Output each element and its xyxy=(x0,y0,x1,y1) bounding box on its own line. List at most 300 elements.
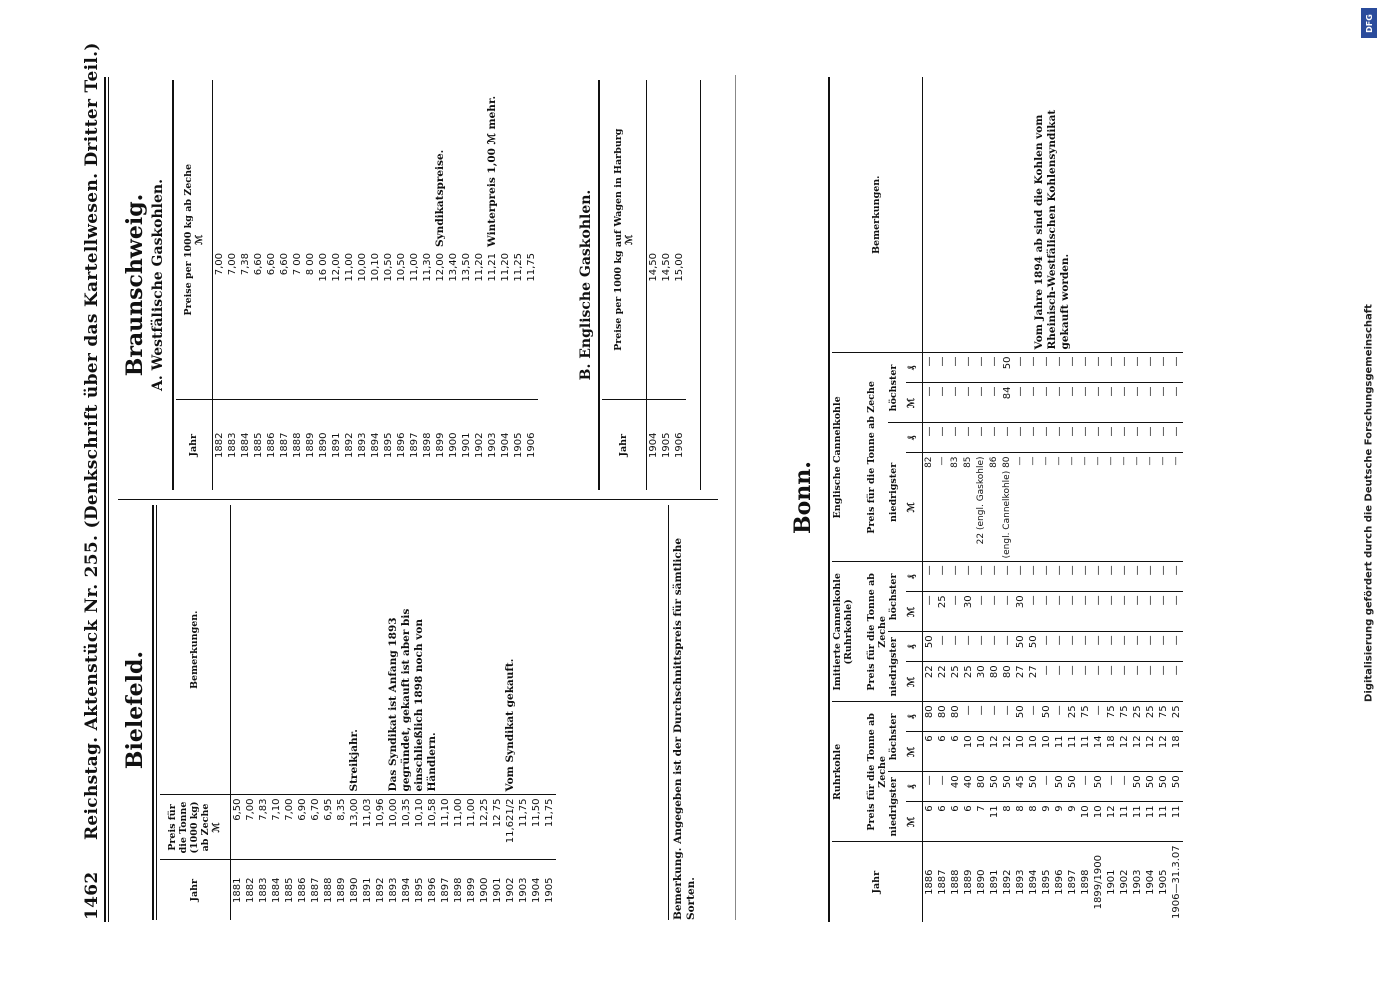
bonn-cell-r-lo-m: 6 xyxy=(962,802,975,842)
bonn-cell-e-lo-m: — xyxy=(1157,453,1170,562)
bonn-cell-e-lo-pf: — xyxy=(922,423,936,453)
bonn-cell-r-lo-pf: 80 xyxy=(975,772,988,802)
bonn-cell-r-hi-pf: 50 xyxy=(1040,702,1053,732)
table-row xyxy=(478,505,491,920)
bonn-cell-i-lo-m: — xyxy=(1092,662,1105,702)
bonn-col-year: Jahr xyxy=(832,842,922,922)
bonn-cell-i-hi-pf: — xyxy=(1144,562,1157,592)
table-row xyxy=(252,80,265,490)
table-row xyxy=(447,80,460,490)
bonn-cell-i-lo-m: 22 xyxy=(922,662,936,702)
bonn-cell-i-hi-m: — xyxy=(922,592,936,632)
table-row xyxy=(283,505,296,920)
bonn-cell-r-lo-m: 6 xyxy=(936,802,949,842)
braunschweig-a-note xyxy=(525,80,538,250)
table-row xyxy=(309,505,322,920)
braunschweig-a-year: 1892 xyxy=(343,432,355,458)
braunschweig-a-year: 1906 xyxy=(525,432,537,458)
bonn-cell-i-hi-pf: — xyxy=(962,562,975,592)
bielefeld-year: 1904 xyxy=(530,877,542,903)
bielefeld-year: 1887 xyxy=(309,877,321,903)
bielefeld-remark xyxy=(309,505,322,795)
bonn-cell-r-lo-m: 8 xyxy=(1001,802,1014,842)
bonn-cell-r-lo-pf: 50 xyxy=(1144,772,1157,802)
bonn-cell-e-hi-m: — xyxy=(1014,383,1027,423)
bonn-cell-r-hi-pf: — xyxy=(1092,702,1105,732)
bielefeld-year: 1900 xyxy=(478,877,490,903)
table-row xyxy=(230,505,244,920)
bonn-cell-e-hi-m: — xyxy=(962,383,975,423)
table-row xyxy=(426,505,439,920)
braunschweig-a-year: 1902 xyxy=(473,432,485,458)
bielefeld-price: 7,83 xyxy=(257,795,270,860)
bonn-cell-r-lo-pf: 50 xyxy=(1170,772,1183,802)
bonn-unit-pf: ₰ xyxy=(906,562,922,592)
bielefeld-price: 8,35 xyxy=(335,795,348,860)
bonn-cell-e-lo-m: (engl. Cannelkohle) 80 xyxy=(1001,453,1014,562)
bielefeld-year: 1883 xyxy=(257,877,269,903)
bonn-year: 1899/1900 xyxy=(1092,855,1104,910)
bonn-cell-i-lo-pf: — xyxy=(1040,632,1053,662)
bonn-cell-r-lo-m: 11 xyxy=(1170,802,1183,842)
braunschweig-a-note xyxy=(239,80,252,250)
bielefeld-year: 1905 xyxy=(543,877,555,903)
bonn-cell-r-hi-pf: — xyxy=(975,702,988,732)
bonn-cell-r-lo-pf: 50 xyxy=(988,772,1001,802)
bonn-cell-i-hi-m: — xyxy=(949,592,962,632)
braunschweig-a-price: 6,60 xyxy=(265,250,278,400)
braunschweig-a-price: 13,40 xyxy=(447,250,460,400)
table-row xyxy=(922,77,936,922)
funding-note: Digitalisierung gefördert durch die Deutsche Forschungsgemeinschaft xyxy=(1363,304,1375,702)
braunschweig-a-year: 1899 xyxy=(434,432,446,458)
braunschweig-title: Braunschweig. xyxy=(122,193,148,377)
bonn-cell-r-lo-pf: 50 xyxy=(1157,772,1170,802)
braunschweig-b-year: 1904 xyxy=(647,432,659,458)
bonn-cell-r-lo-m: 9 xyxy=(1066,802,1079,842)
bonn-group-english: Englische Cannelkohle xyxy=(832,353,866,562)
bonn-cell-r-lo-m: 8 xyxy=(1014,802,1027,842)
braunschweig-a-year: 1891 xyxy=(330,432,342,458)
bonn-cell-e-lo-pf: — xyxy=(936,423,949,453)
table-row xyxy=(374,505,387,920)
braunschweig-a-note xyxy=(473,80,486,250)
bonn-cell-r-hi-m: 10 xyxy=(1014,732,1027,772)
braunschweig-a-note xyxy=(382,80,395,250)
bonn-cell-r-lo-pf: 45 xyxy=(1014,772,1027,802)
bonn-cell-i-lo-pf: — xyxy=(1079,632,1092,662)
braunschweig-section-a: A. Westfälische Gaskohlen. xyxy=(150,179,166,391)
bonn-cell-e-hi-pf: — xyxy=(1144,353,1157,383)
bielefeld-year: 1901 xyxy=(491,877,503,903)
braunschweig-a-note: Winterpreis 1,00 ℳ mehr. xyxy=(485,95,498,247)
bonn-cell-i-lo-pf: — xyxy=(1001,632,1014,662)
braunschweig-a-note xyxy=(291,80,304,250)
table-row xyxy=(408,80,421,490)
bielefeld-price: 6,70 xyxy=(309,795,322,860)
bonn-cell-r-lo-pf: 50 xyxy=(1053,772,1066,802)
bonn-cell-i-lo-pf: — xyxy=(1157,632,1170,662)
bonn-cell-r-lo-m: 12 xyxy=(1105,802,1118,842)
table-row xyxy=(517,505,530,920)
braunschweig-a-note xyxy=(395,80,408,250)
bonn-cell-i-hi-m: — xyxy=(1040,592,1053,632)
bonn-cell-e-lo-pf: — xyxy=(1157,423,1170,453)
braunschweig-a-price: 11,75 xyxy=(525,250,538,400)
braunschweig-a-price: 10,50 xyxy=(395,250,408,400)
bonn-cell-r-hi-pf: 80 xyxy=(936,702,949,732)
bonn-cell-i-lo-m: 30 xyxy=(975,662,988,702)
bonn-cell-i-lo-pf: — xyxy=(1053,632,1066,662)
braunschweig-a-note xyxy=(460,80,473,250)
bonn-cell-i-hi-pf: — xyxy=(1066,562,1079,592)
bonn-cell-e-hi-m: — xyxy=(1027,383,1040,423)
table-row xyxy=(239,80,252,490)
bielefeld-remark xyxy=(230,505,244,795)
braunschweig-a-year: 1889 xyxy=(304,432,316,458)
bonn-cell-i-lo-m: — xyxy=(1144,662,1157,702)
bielefeld-price: 6,90 xyxy=(296,795,309,860)
braunschweig-a-price: 11,00 xyxy=(343,250,356,400)
bielefeld-remark: Streikjahr. xyxy=(348,505,361,795)
bonn-cell-i-hi-pf: — xyxy=(1105,562,1118,592)
bonn-cell-e-hi-m: — xyxy=(988,383,1001,423)
braunschweig-b-year: 1905 xyxy=(660,432,672,458)
bonn-cell-i-hi-m: — xyxy=(988,592,1001,632)
bonn-cell-r-hi-m: 12 xyxy=(1131,732,1144,772)
bonn-cell-i-lo-pf: — xyxy=(1105,632,1118,662)
table-row xyxy=(673,80,686,490)
bonn-unit-pf: ₰ xyxy=(906,772,922,802)
bielefeld-remark xyxy=(322,505,335,795)
bonn-cell-i-lo-pf: — xyxy=(936,632,949,662)
bielefeld-title: Bielefeld. xyxy=(122,650,148,770)
bonn-cell-i-hi-pf: — xyxy=(1053,562,1066,592)
bonn-cell-e-hi-pf: — xyxy=(1014,353,1027,383)
bielefeld-year: 1890 xyxy=(348,877,360,903)
bielefeld-remark xyxy=(543,505,556,795)
bonn-unit-pf: ₰ xyxy=(906,423,922,453)
bonn-cell-e-hi-pf: — xyxy=(988,353,1001,383)
bonn-cell-e-hi-pf: — xyxy=(1092,353,1105,383)
bonn-unit-pf: ₰ xyxy=(906,702,922,732)
bonn-cell-r-hi-pf: — xyxy=(988,702,1001,732)
bonn-cell-i-hi-m: — xyxy=(975,592,988,632)
bielefeld-remark xyxy=(452,505,465,795)
bonn-year: 1906—31.3.07 xyxy=(1170,845,1182,919)
bonn-cell-e-hi-pf: — xyxy=(1066,353,1079,383)
bonn-cell-i-lo-m: — xyxy=(1118,662,1131,702)
table-row xyxy=(395,80,408,490)
braunschweig-a-price: 12,00 xyxy=(434,250,447,400)
bonn-cell-i-hi-m: 25 xyxy=(936,592,949,632)
bonn-cell-e-lo-m: — xyxy=(1014,453,1027,562)
bonn-cell-e-hi-m: — xyxy=(1066,383,1079,423)
bonn-cell-i-hi-pf: — xyxy=(1001,562,1014,592)
bonn-cell-e-hi-m: — xyxy=(949,383,962,423)
bonn-cell-e-hi-pf: — xyxy=(949,353,962,383)
bonn-year: 1891 xyxy=(988,869,1000,895)
bonn-cell-i-hi-m: — xyxy=(1144,592,1157,632)
bonn-year: 1890 xyxy=(975,869,987,895)
braunschweig-a-year: 1886 xyxy=(265,432,277,458)
bonn-cell-r-hi-pf: 80 xyxy=(922,702,936,732)
table-row xyxy=(543,505,556,920)
bonn-ruhr-high: höchster xyxy=(888,702,906,772)
bielefeld-remark xyxy=(361,505,374,795)
braunschweig-a-year: 1883 xyxy=(226,432,238,458)
bonn-cell-i-lo-pf: 50 xyxy=(1014,632,1027,662)
bonn-cell-r-hi-m: 12 xyxy=(1144,732,1157,772)
bonn-english-subhead: Preis für die Tonne ab Zeche xyxy=(866,353,888,562)
bonn-cell-e-hi-pf: — xyxy=(936,353,949,383)
bonn-cell-i-lo-pf: — xyxy=(1170,632,1183,662)
bonn-cell-e-hi-m: — xyxy=(975,383,988,423)
bonn-cell-r-hi-m: 10 xyxy=(975,732,988,772)
bonn-cell-i-lo-m: 25 xyxy=(962,662,975,702)
bonn-cell-i-lo-m: — xyxy=(1053,662,1066,702)
braunschweig-a-price: 11,30 xyxy=(421,250,434,400)
bonn-cell-r-hi-pf: 75 xyxy=(1105,702,1118,732)
table-row xyxy=(400,505,413,920)
bonn-cell-i-hi-pf: — xyxy=(1014,562,1027,592)
bonn-cell-r-hi-m: 12 xyxy=(1118,732,1131,772)
bonn-cell-r-hi-pf: 25 xyxy=(1066,702,1079,732)
bielefeld-year: 1885 xyxy=(283,877,295,903)
braunschweig-a-price: 7,00 xyxy=(212,250,226,400)
bonn-year: 1898 xyxy=(1079,869,1091,895)
table-row xyxy=(486,80,499,490)
table-row xyxy=(330,80,343,490)
bielefeld-remark xyxy=(270,505,283,795)
table-row xyxy=(452,505,465,920)
braunschweig-a-year: 1900 xyxy=(447,432,459,458)
braunschweig-a-note xyxy=(330,80,343,250)
bonn-cell-e-lo-m: 83 xyxy=(949,453,962,562)
bonn-cell-r-hi-m: 18 xyxy=(1170,732,1183,772)
table-row xyxy=(413,505,426,920)
table-row xyxy=(646,80,660,490)
bonn-cell-e-hi-m: — xyxy=(1170,383,1183,423)
bonn-cell-i-lo-m: — xyxy=(1066,662,1079,702)
table-row xyxy=(226,80,239,490)
bonn-cell-r-hi-m: 10 xyxy=(1027,732,1040,772)
bonn-unit-mark: ℳ xyxy=(906,453,922,562)
bonn-cell-e-hi-pf: — xyxy=(1118,353,1131,383)
table-row xyxy=(491,505,504,920)
bonn-cell-i-lo-pf: — xyxy=(1144,632,1157,662)
table-row xyxy=(361,505,374,920)
bonn-cell-i-hi-m: — xyxy=(1092,592,1105,632)
braunschweig-a-year: 1884 xyxy=(239,432,251,458)
table-row xyxy=(439,505,452,920)
table-row xyxy=(291,80,304,490)
table-row xyxy=(265,80,278,490)
braunschweig-a-note xyxy=(408,80,421,250)
bonn-cell-e-hi-m: — xyxy=(1040,383,1053,423)
bonn-cell-i-hi-pf: — xyxy=(1027,562,1040,592)
bonn-cell-i-hi-m: 30 xyxy=(1014,592,1027,632)
bonn-cell-r-lo-m: 11 xyxy=(1157,802,1170,842)
bonn-cell-i-hi-m: 30 xyxy=(962,592,975,632)
bonn-ruhr-subhead: Preis für die Tonne ab Zeche xyxy=(866,702,888,842)
bielefeld-year: 1895 xyxy=(413,877,425,903)
bonn-cell-e-lo-pf: — xyxy=(1092,423,1105,453)
braunschweig-b-spacer xyxy=(673,80,686,250)
bonn-cell-i-lo-pf: — xyxy=(949,632,962,662)
bonn-cell-i-hi-m: — xyxy=(1157,592,1170,632)
bonn-cell-e-hi-m: — xyxy=(922,383,936,423)
braunschweig-b-col-year: Jahr xyxy=(602,400,646,490)
table-row xyxy=(512,80,525,490)
bielefeld-price: 11,00 xyxy=(452,795,465,860)
braunschweig-a-note xyxy=(512,80,525,250)
braunschweig-b-spacer xyxy=(660,80,673,250)
bielefeld-price: 11,50 xyxy=(530,795,543,860)
bonn-english-low: niedrigster xyxy=(888,423,906,562)
table-row xyxy=(499,80,512,490)
bonn-cell-e-hi-m: — xyxy=(1144,383,1157,423)
bonn-cell-r-hi-pf: 25 xyxy=(1170,702,1183,732)
table-row xyxy=(304,80,317,490)
braunschweig-a-price: 11,20 xyxy=(499,250,512,400)
bielefeld-price: 12,25 xyxy=(478,795,491,860)
braunschweig-a-year: 1893 xyxy=(356,432,368,458)
braunschweig-b-col-price: Preise per 1000 kg auf Wagen in Harburg ℳ xyxy=(602,80,646,400)
braunschweig-a-price: 7,00 xyxy=(226,250,239,400)
bonn-cell-r-lo-pf: 50 xyxy=(1001,772,1014,802)
bonn-col-remarks: Bemerkungen. xyxy=(832,77,922,353)
bonn-cell-e-lo-m: — xyxy=(1144,453,1157,562)
table-row xyxy=(473,80,486,490)
table-row xyxy=(244,505,257,920)
braunschweig-a-year: 1890 xyxy=(317,432,329,458)
bonn-cell-r-lo-pf: — xyxy=(1105,772,1118,802)
bonn-cell-r-lo-pf: 50 xyxy=(1066,772,1079,802)
braunschweig-a-note xyxy=(252,80,265,250)
braunschweig-a-year: 1882 xyxy=(213,432,225,458)
bonn-cell-i-lo-m: — xyxy=(1131,662,1144,702)
table-row xyxy=(322,505,335,920)
bonn-cell-r-hi-pf: — xyxy=(1027,702,1040,732)
bielefeld-remark: Händlern. xyxy=(426,505,439,795)
bielefeld-price: 10,96 xyxy=(374,795,387,860)
bielefeld-remark xyxy=(530,505,543,795)
bonn-cell-e-hi-pf: — xyxy=(1053,353,1066,383)
bonn-cell-i-hi-m: — xyxy=(1131,592,1144,632)
bonn-group-ruhr: Ruhrkohle xyxy=(832,702,866,842)
bonn-cell-i-lo-pf: — xyxy=(988,632,1001,662)
bielefeld-year: 1903 xyxy=(517,877,529,903)
braunschweig-a-year: 1896 xyxy=(395,432,407,458)
bonn-imitated-high: höchster xyxy=(888,562,906,632)
bonn-cell-i-lo-m: — xyxy=(1170,662,1183,702)
bonn-cell-i-hi-m: — xyxy=(1118,592,1131,632)
bonn-cell-r-hi-m: 10 xyxy=(962,732,975,772)
bonn-cell-r-hi-m: 11 xyxy=(1053,732,1066,772)
braunschweig-b-price: 14,50 xyxy=(646,250,660,400)
bonn-cell-i-hi-pf: — xyxy=(1118,562,1131,592)
braunschweig-a-price: 10,10 xyxy=(369,250,382,400)
bonn-cell-r-lo-pf: — xyxy=(1118,772,1131,802)
bonn-cell-e-lo-m: — xyxy=(1027,453,1040,562)
bonn-cell-e-hi-pf: — xyxy=(1040,353,1053,383)
bielefeld-year: 1889 xyxy=(335,877,347,903)
braunschweig-a-note xyxy=(356,80,369,250)
bielefeld-year: 1882 xyxy=(244,877,256,903)
table-row xyxy=(278,80,291,490)
braunschweig-a-note xyxy=(317,80,330,250)
bielefeld-remark xyxy=(296,505,309,795)
bielefeld-price: 11,75 xyxy=(517,795,530,860)
bonn-cell-i-hi-pf: — xyxy=(1170,562,1183,592)
braunschweig-a-year: 1885 xyxy=(252,432,264,458)
braunschweig-table-a xyxy=(176,80,538,490)
bielefeld-price: 7,10 xyxy=(270,795,283,860)
bielefeld-remark xyxy=(491,505,504,795)
bonn-cell-e-hi-pf: — xyxy=(922,353,936,383)
bonn-unit-mark: ℳ xyxy=(906,732,922,772)
bielefeld-year: 1894 xyxy=(400,877,412,903)
bonn-cell-i-hi-pf: — xyxy=(1092,562,1105,592)
bielefeld-price: 11,75 xyxy=(543,795,556,860)
bonn-cell-r-lo-m: 6 xyxy=(922,802,936,842)
bonn-cell-i-lo-m: — xyxy=(1040,662,1053,702)
bielefeld-year: 1892 xyxy=(374,877,386,903)
bonn-ruhr-low: niedrigster xyxy=(888,772,906,842)
bonn-imitated-subhead: Preis für die Tonne ab Zeche xyxy=(866,562,888,702)
bonn-cell-r-lo-m: 10 xyxy=(1092,802,1105,842)
bonn-cell-i-lo-m: 25 xyxy=(949,662,962,702)
bonn-year: 1887 xyxy=(936,869,948,895)
bielefeld-remark: Das Syndikat ist Anfang 1893 xyxy=(387,505,400,795)
bielefeld-col-price: Preis für die Tonne (1000 kg) ab Zeche ℳ xyxy=(160,795,230,860)
bonn-cell-r-hi-m: 11 xyxy=(1079,732,1092,772)
bonn-cell-i-hi-m: — xyxy=(1170,592,1183,632)
bonn-cell-i-hi-pf: — xyxy=(1157,562,1170,592)
bonn-cell-r-hi-m: 18 xyxy=(1105,732,1118,772)
braunschweig-a-year: 1898 xyxy=(421,432,433,458)
braunschweig-a-note xyxy=(304,80,317,250)
bielefeld-remark: gegründet, gekauft ist aber bis xyxy=(400,505,413,795)
braunschweig-a-note xyxy=(226,80,239,250)
bonn-cell-i-lo-pf: — xyxy=(1131,632,1144,662)
bielefeld-remark xyxy=(517,505,530,795)
bielefeld-price: 6,95 xyxy=(322,795,335,860)
bonn-remark: Vom Jahre 1894 ab sind die Kohlen vom Rheinisch-Westfälischen Kohlensyndikat gekauft worden. xyxy=(922,77,1183,353)
table-row xyxy=(257,505,270,920)
braunschweig-a-price: 6,60 xyxy=(252,250,265,400)
bonn-cell-r-hi-m: 12 xyxy=(1001,732,1014,772)
bonn-cell-e-lo-pf: — xyxy=(1066,423,1079,453)
bonn-cell-r-hi-m: 12 xyxy=(1157,732,1170,772)
bonn-cell-r-lo-pf: — xyxy=(1040,772,1053,802)
bonn-cell-i-lo-m: 80 xyxy=(1001,662,1014,702)
bonn-cell-e-lo-m: — xyxy=(1118,453,1131,562)
bielefeld-year: 1886 xyxy=(296,877,308,903)
bonn-cell-r-lo-m: 11 xyxy=(988,802,1001,842)
table-row xyxy=(660,80,673,490)
bonn-cell-i-lo-m: 22 xyxy=(936,662,949,702)
bonn-unit-pf: ₰ xyxy=(906,632,922,662)
bonn-year: 1897 xyxy=(1066,869,1078,895)
bielefeld-price: 7,00 xyxy=(283,795,296,860)
bielefeld-remark xyxy=(335,505,348,795)
bonn-year: 1888 xyxy=(949,869,961,895)
bonn-cell-r-lo-pf: — xyxy=(936,772,949,802)
bonn-cell-e-lo-m: — xyxy=(1170,453,1183,562)
bonn-year: 1905 xyxy=(1157,869,1169,895)
